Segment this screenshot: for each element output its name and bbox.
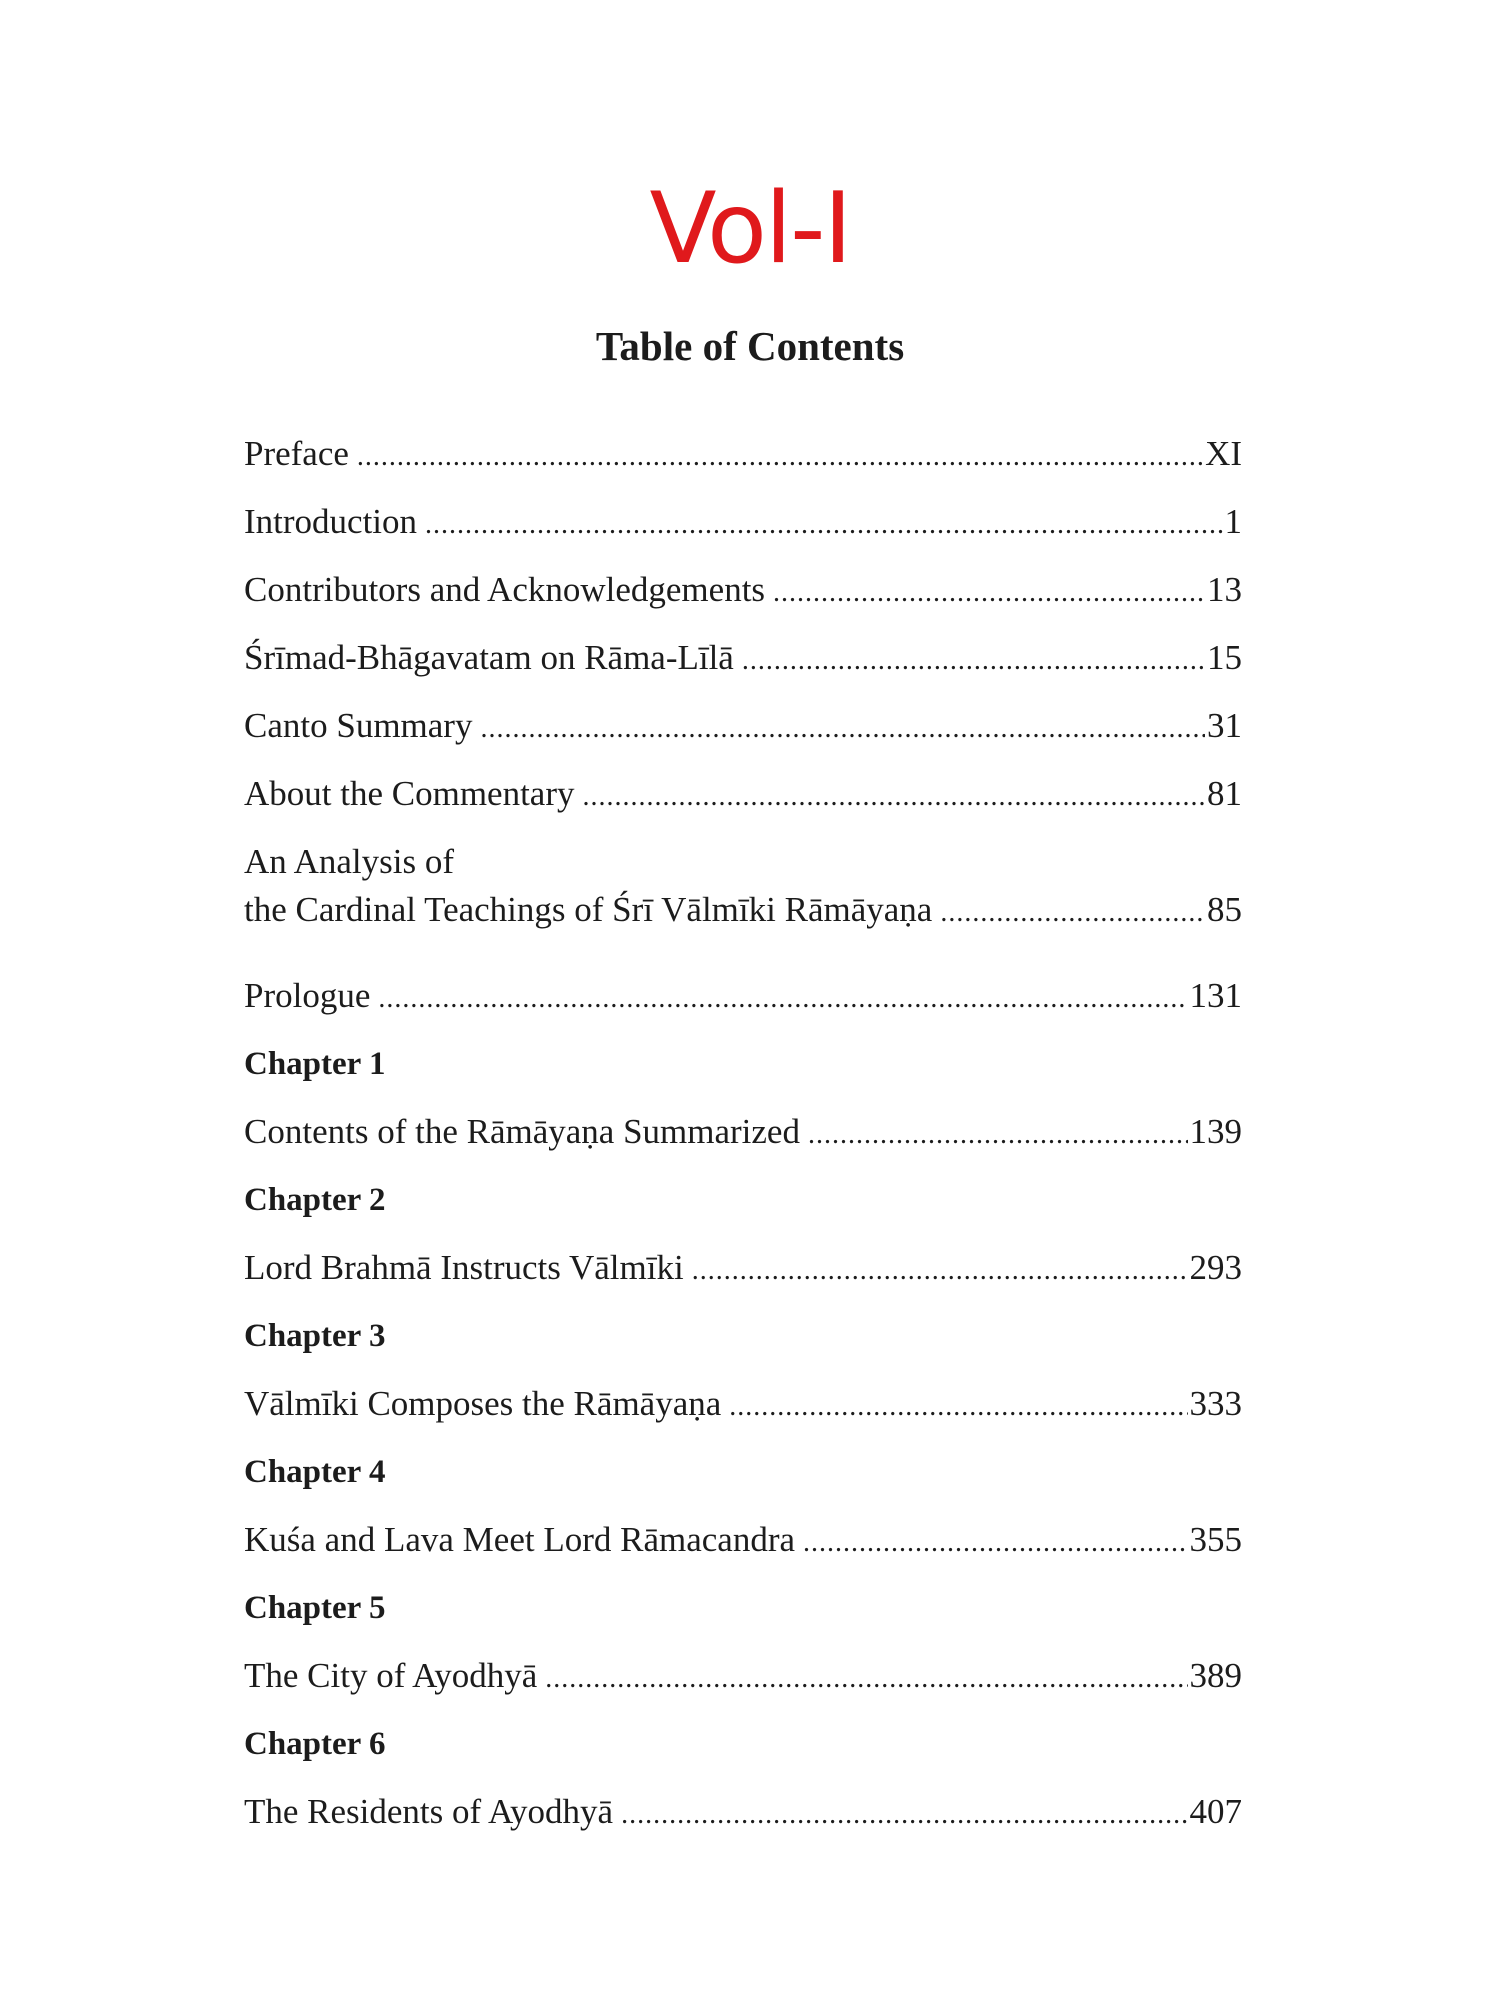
- chapter-heading: Chapter 1: [244, 1046, 386, 1082]
- dot-leader: [480, 705, 1205, 753]
- toc-entry-chapter-2: [244, 1244, 1242, 1292]
- toc-entry-prologue: [244, 972, 1242, 1020]
- toc-entry-contributors: [244, 566, 1242, 614]
- toc-entry-page: 355: [1189, 1520, 1242, 1559]
- toc-entry-page: 407: [1189, 1792, 1242, 1831]
- toc-entry-label-line2: the Cardinal Teachings of Śrī Vālmīki Rāmāyaṇa: [244, 890, 933, 929]
- toc-entry-label: The City of Ayodhyā: [244, 1656, 538, 1695]
- dot-leader: [773, 569, 1205, 617]
- dot-leader: [545, 1655, 1187, 1703]
- toc-entry-page: 139: [1189, 1112, 1242, 1151]
- dot-leader: [803, 1519, 1187, 1567]
- dot-leader: [729, 1383, 1187, 1431]
- toc-entry-label: Contents of the Rāmāyaṇa Summarized: [244, 1112, 800, 1151]
- dot-leader: [357, 433, 1203, 481]
- toc-entry-label: Lord Brahmā Instructs Vālmīki: [244, 1248, 684, 1287]
- dot-leader: [692, 1247, 1188, 1295]
- chapter-heading: Chapter 2: [244, 1182, 386, 1218]
- toc-entry-label: Introduction: [244, 502, 418, 541]
- chapter-heading: Chapter 6: [244, 1726, 386, 1762]
- toc-entry-preface: [244, 430, 1242, 478]
- toc-entry-introduction: [244, 498, 1242, 546]
- dot-leader: [940, 889, 1205, 937]
- toc-entry-chapter-5: [244, 1652, 1242, 1700]
- toc-entry-page: 31: [1207, 706, 1242, 745]
- toc-entry-page: XI: [1205, 434, 1242, 473]
- toc-entry-label: Contributors and Acknowledgements: [244, 570, 766, 609]
- toc-heading: Table of Contents: [595, 323, 905, 369]
- toc-entry-chapter-4: [244, 1516, 1242, 1564]
- toc-entry-page: 81: [1207, 774, 1242, 813]
- toc-entry-page: 1: [1224, 502, 1242, 541]
- toc-entry-page: 389: [1189, 1656, 1242, 1695]
- toc-entry-label: Śrīmad-Bhāgavatam on Rāma-Līlā: [244, 638, 734, 677]
- toc-entry-chapter-1: [244, 1108, 1242, 1156]
- toc-entry-about-commentary: [244, 770, 1242, 818]
- dot-leader: [583, 773, 1205, 821]
- toc-entry-page: 15: [1207, 638, 1242, 677]
- toc-entry-label: Prologue: [244, 976, 371, 1015]
- dot-leader: [425, 501, 1222, 549]
- toc-entry-chapter-3: [244, 1380, 1242, 1428]
- chapter-heading: Chapter 5: [244, 1590, 386, 1626]
- toc-entry-analysis: [244, 838, 1242, 934]
- toc-entry-page: 131: [1189, 976, 1242, 1015]
- volume-title: Vol-I: [649, 172, 851, 286]
- toc-entry-chapter-6: [244, 1788, 1242, 1836]
- toc-entry-page: 293: [1189, 1248, 1242, 1287]
- toc-entry-line2: [244, 886, 1242, 937]
- toc-entry-page: 13: [1207, 570, 1242, 609]
- toc-entry-srimad-bhagavatam: [244, 634, 1242, 682]
- dot-leader: [808, 1111, 1188, 1159]
- toc-entry-label-line1: An Analysis of: [244, 842, 454, 881]
- toc-entry-label: Canto Summary: [244, 706, 473, 745]
- dot-leader: [742, 637, 1205, 685]
- dot-leader: [621, 1791, 1187, 1839]
- toc-entry-page: 85: [1207, 890, 1242, 929]
- toc-entry-canto-summary: [244, 702, 1242, 750]
- dot-leader: [378, 975, 1187, 1023]
- chapter-heading: Chapter 3: [244, 1318, 386, 1354]
- chapter-heading: Chapter 4: [244, 1454, 386, 1490]
- toc-entry-label: Kuśa and Lava Meet Lord Rāmacandra: [244, 1520, 796, 1559]
- toc-entry-label: The Residents of Ayodhyā: [244, 1792, 614, 1831]
- toc-entry-label: Vālmīki Composes the Rāmāyaṇa: [244, 1384, 722, 1423]
- toc-entry-page: 333: [1189, 1384, 1242, 1423]
- toc-entry-label: About the Commentary: [244, 774, 575, 813]
- toc-entry-label: Preface: [244, 434, 349, 473]
